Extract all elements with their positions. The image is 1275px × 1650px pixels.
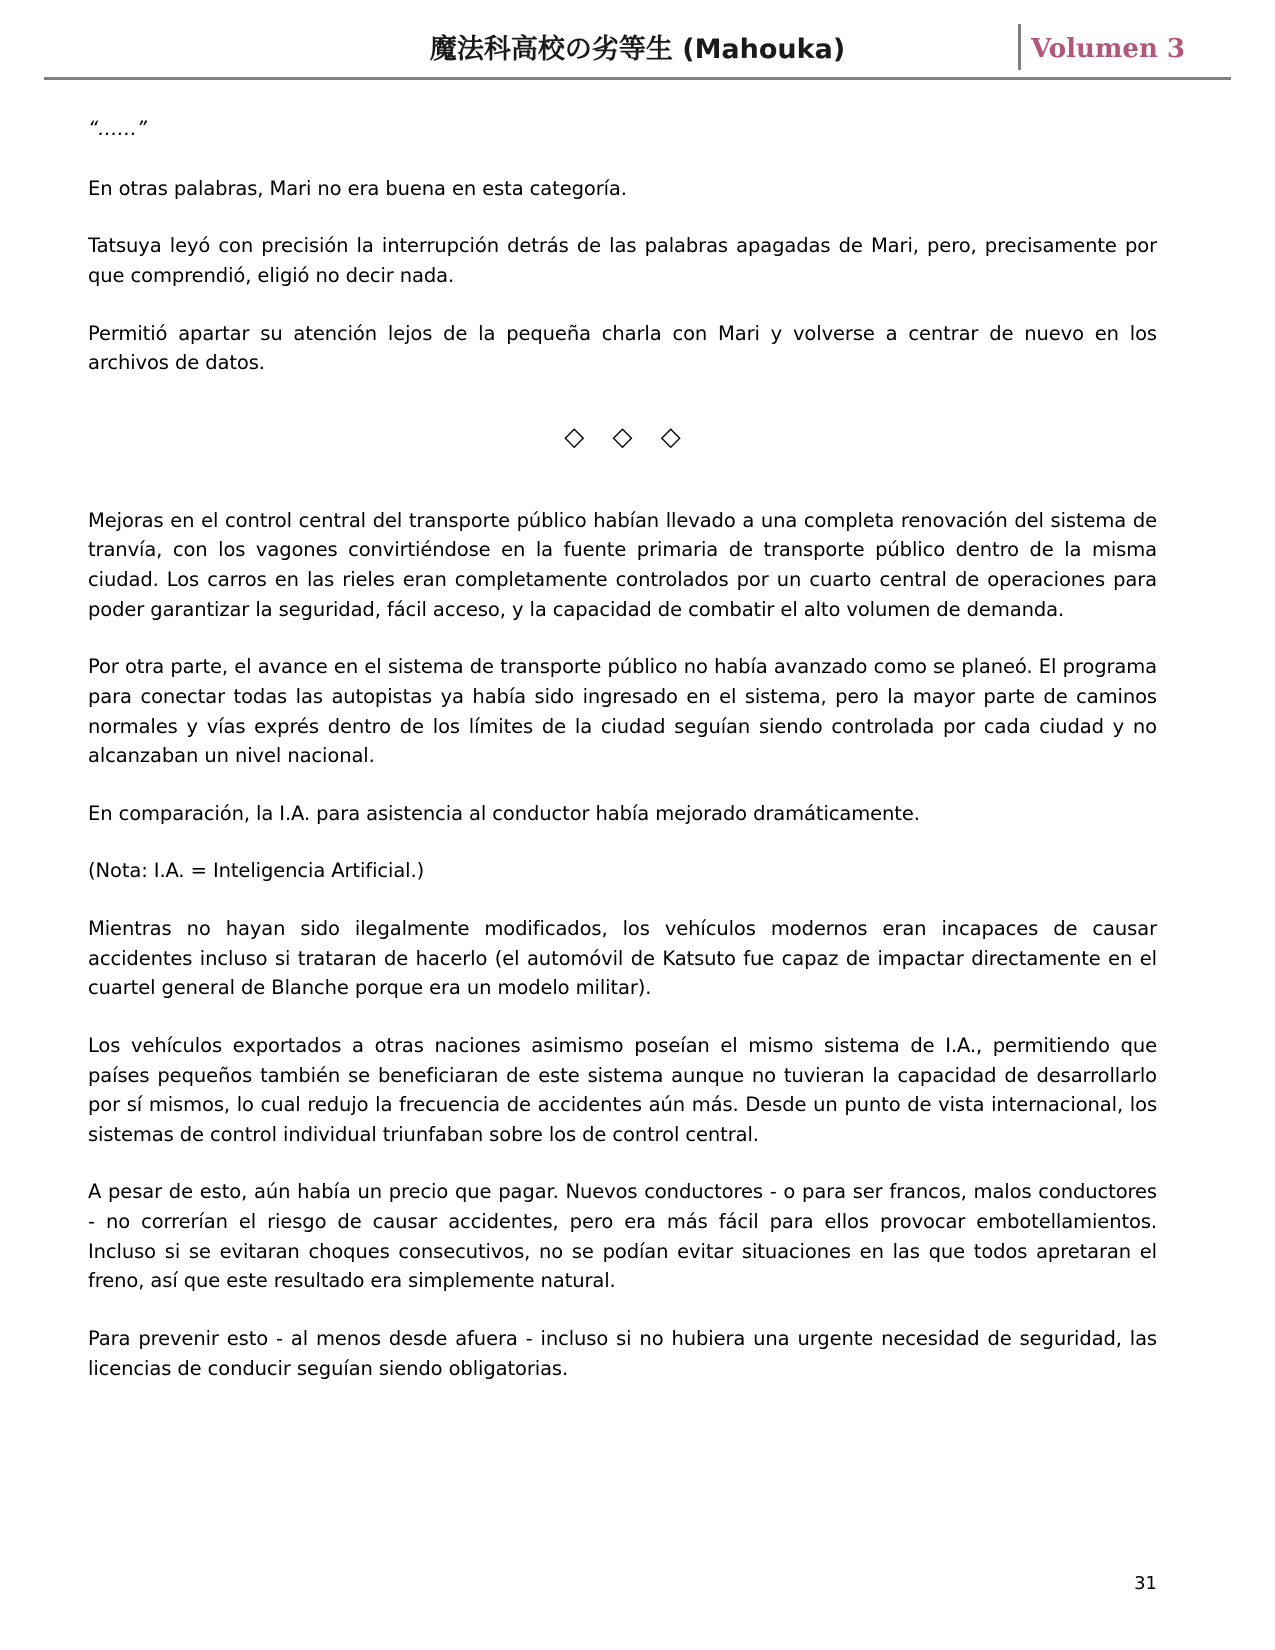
header-title-japanese: 魔法科高校の劣等生 [429,34,673,65]
paragraph: “……” [88,117,147,140]
header-title [430,27,845,66]
paragraph: Permitió apartar su atención lejos de la pequeña charla con Mari y volverse a centrar de nuevo en los archivos de datos. [88,321,1157,375]
header-inner [72,0,1203,72]
header-volume-label: Volumen 3 [1030,34,1185,64]
paragraph: A pesar de esto, aún había un precio que pagar. Nuevos conductores - o para ser francos, malos conductores - no correrían el riesgo de causar accidentes, pero era más fácil para ellos provocar embotellamientos. Incluso si se evitaran choques consecutivos, no se podían evitar situaciones en las que todos apretaran el freno, así que este resultado era simplemente natural. [88,1180,1157,1293]
header-vertical-divider [1018,24,1021,70]
page-number: 31 [1134,1573,1157,1594]
document-body [0,88,1275,1383]
paragraph: Tatsuya leyó con precisión la interrupción detrás de las palabras apagadas de Mari, pero, precisamente por que comprendió, eligió no decir nada. [88,234,1157,287]
paragraph: Mejoras en el control central del transporte público habían llevado a una completa renovación del sistema de tranvía, con los vagones convirtiéndose en la fuente primaria de transporte público dentro de la misma ciudad. Los carros en las rieles eran completamente controlados por un cuarto central de operaciones para poder garantizar la seguridad, fácil acceso, y la capacidad de combatir el alto volumen de demanda. [88,508,1157,621]
header-horizontal-rule [44,77,1231,80]
paragraph: En comparación, la I.A. para asistencia al conductor había mejorado dramáticamente. [88,801,920,825]
paragraph: Mientras no hayan sido ilegalmente modificados, los vehículos modernos eran incapaces de causar accidentes incluso si trataran de hacerlo (el automóvil de Katsuto fue capaz de impactar directamente en el cuartel general de Blanche porque era un modelo militar). [88,917,1157,1000]
page-header [0,0,1275,88]
paragraph: Para prevenir esto - al menos desde afuera - incluso si no hubiera una urgente necesidad de seguridad, las licencias de conducir seguían siendo obligatorias. [88,1326,1157,1380]
scene-break-divider: ◇ ◇ ◇ [564,421,691,452]
paragraph: (Nota: I.A. = Inteligencia Artificial.) [88,859,425,883]
paragraph: Los vehículos exportados a otras naciones asimismo poseían el mismo sistema de I.A., permitiendo que países pequeños también se beneficiaran de este sistema aunque no tuvieran la capacidad de desarrollarlo por sí mismos, lo cual redujo la frecuencia de accidentes aún más. Desde un punto de vista internacional, los sistemas de control individual triunfaban sobre los de control central. [88,1033,1157,1146]
paragraph: En otras palabras, Mari no era buena en esta categoría. [88,176,627,200]
paragraph: Por otra parte, el avance en el sistema de transporte público no había avanzado como se planeó. El programa para conectar todas las autopistas ya había sido ingresado en el sistema, pero la mayor parte de caminos normales y vías exprés dentro de los límites de la ciudad seguían siendo controlada por cada ciudad y no alcanzaban un nivel nacional. [88,655,1157,768]
header-title-romaji: (Mahouka) [672,34,846,65]
